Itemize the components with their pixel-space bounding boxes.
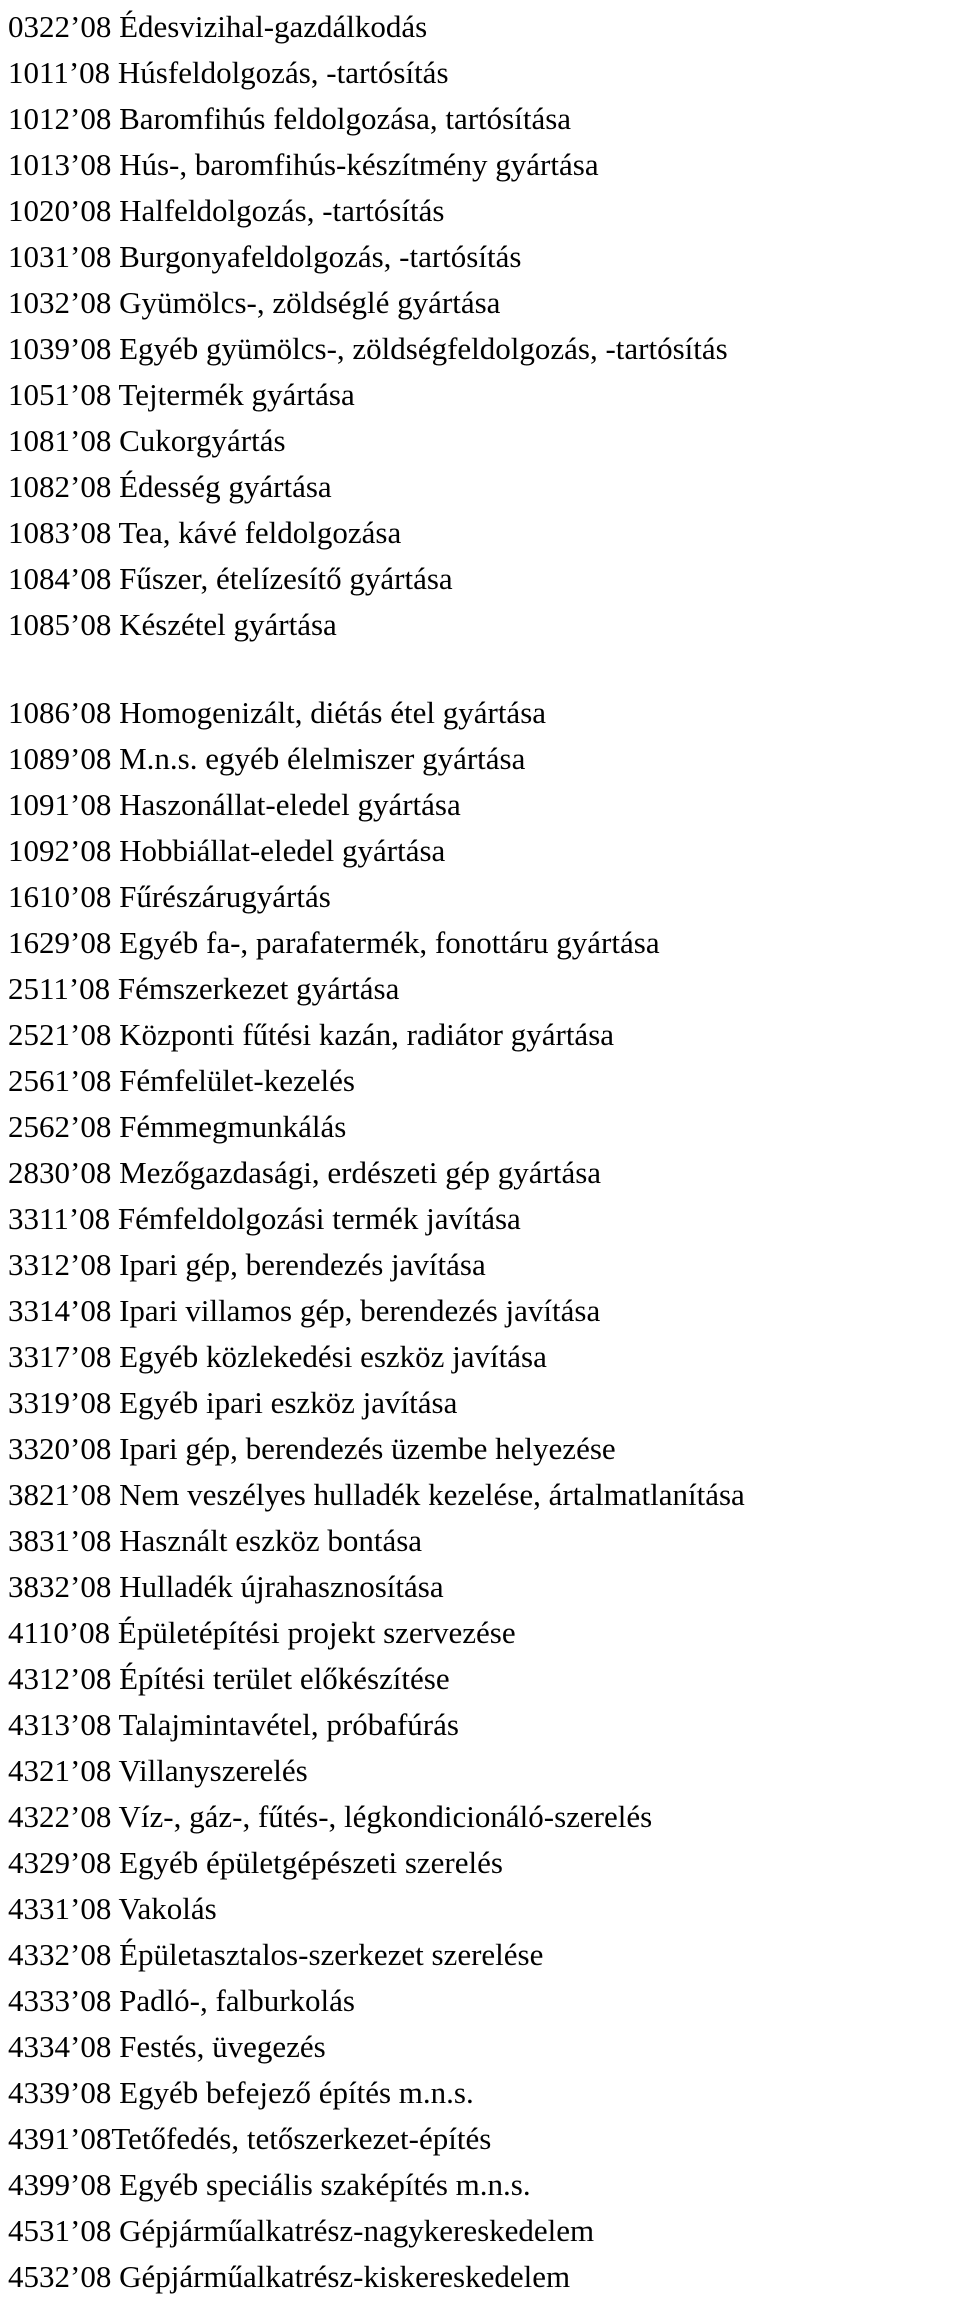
list-line: 2830’08 Mezőgazdasági, erdészeti gép gyártása bbox=[8, 1155, 602, 1190]
list-line: 1083’08 Tea, kávé feldolgozása bbox=[8, 515, 402, 550]
list-line: 1020’08 Halfeldolgozás, -tartósítás bbox=[8, 193, 445, 228]
list-line: 4329’08 Egyéb épületgépészeti szerelés bbox=[8, 1845, 503, 1880]
list-line: 2511’08 Fémszerkezet gyártása bbox=[8, 971, 400, 1006]
list-line: 2562’08 Fémmegmunkálás bbox=[8, 1109, 347, 1144]
list-line: 4391’08Tetőfedés, tetőszerkezet-építés bbox=[8, 2121, 492, 2156]
list-line: 1081’08 Cukorgyártás bbox=[8, 423, 286, 458]
list-line: 1012’08 Baromfihús feldolgozása, tartósítása bbox=[8, 101, 572, 136]
list-line: 3821’08 Nem veszélyes hulladék kezelése, ártalmatlanítása bbox=[8, 1477, 745, 1512]
list-line: 1039’08 Egyéb gyümölcs-, zöldségfeldolgozás, -tartósítás bbox=[8, 331, 728, 366]
list-line: 3832’08 Hulladék újrahasznosítása bbox=[8, 1569, 444, 1604]
list-line: 1082’08 Édesség gyártása bbox=[8, 469, 332, 504]
list-line: 1085’08 Készétel gyártása bbox=[8, 607, 337, 642]
list-line: 1629’08 Egyéb fa-, parafatermék, fonottáru gyártása bbox=[8, 925, 660, 960]
list-line: 1051’08 Tejtermék gyártása bbox=[8, 377, 355, 412]
list-line: 3312’08 Ipari gép, berendezés javítása bbox=[8, 1247, 486, 1282]
list-line: 1084’08 Fűszer, ételízesítő gyártása bbox=[8, 561, 453, 596]
list-line: 1011’08 Húsfeldolgozás, -tartósítás bbox=[8, 55, 449, 90]
list-line: 1089’08 M.n.s. egyéb élelmiszer gyártása bbox=[8, 741, 526, 776]
list-line: 4322’08 Víz-, gáz-, fűtés-, légkondicionáló-szerelés bbox=[8, 1799, 653, 1834]
list-line: 1032’08 Gyümölcs-, zöldséglé gyártása bbox=[8, 285, 501, 320]
list-line: 1092’08 Hobbiállat-eledel gyártása bbox=[8, 833, 446, 868]
list-line: 4531’08 Gépjárműalkatrész-nagykereskedelem bbox=[8, 2213, 595, 2248]
list-line: 1086’08 Homogenizált, diétás étel gyártása bbox=[8, 695, 547, 730]
activity-code-list bbox=[8, 4, 958, 2300]
list-line: 1031’08 Burgonyafeldolgozás, -tartósítás bbox=[8, 239, 522, 274]
list-line: 3314’08 Ipari villamos gép, berendezés javítása bbox=[8, 1293, 601, 1328]
list-line: 4312’08 Építési terület előkészítése bbox=[8, 1661, 450, 1696]
list-line: 4110’08 Épületépítési projekt szervezése bbox=[8, 1615, 516, 1650]
list-line: 4399’08 Egyéb speciális szaképítés m.n.s. bbox=[8, 2167, 531, 2202]
list-line: 4321’08 Villanyszerelés bbox=[8, 1753, 308, 1788]
list-line: 2561’08 Fémfelület-kezelés bbox=[8, 1063, 355, 1098]
list-line: 4339’08 Egyéb befejező építés m.n.s. bbox=[8, 2075, 474, 2110]
list-line: 3317’08 Egyéb közlekedési eszköz javítása bbox=[8, 1339, 547, 1374]
list-line: 3319’08 Egyéb ipari eszköz javítása bbox=[8, 1385, 458, 1420]
list-line: 4532’08 Gépjárműalkatrész-kiskereskedelem bbox=[8, 2259, 571, 2294]
list-line: 0322’08 Édesvizihal-gazdálkodás bbox=[8, 9, 428, 44]
list-line: 4313’08 Talajmintavétel, próbafúrás bbox=[8, 1707, 459, 1742]
list-line: 3311’08 Fémfeldolgozási termék javítása bbox=[8, 1201, 521, 1236]
list-line: 4333’08 Padló-, falburkolás bbox=[8, 1983, 355, 2018]
list-line: 4334’08 Festés, üvegezés bbox=[8, 2029, 326, 2064]
list-line: 1091’08 Haszonállat-eledel gyártása bbox=[8, 787, 461, 822]
list-line: 1013’08 Hús-, baromfihús-készítmény gyártása bbox=[8, 147, 599, 182]
list-line: 4331’08 Vakolás bbox=[8, 1891, 217, 1926]
list-line: 1610’08 Fűrészárugyártás bbox=[8, 879, 331, 914]
list-line: 3831’08 Használt eszköz bontása bbox=[8, 1523, 423, 1558]
list-line: 4332’08 Épületasztalos-szerkezet szerelése bbox=[8, 1937, 544, 1972]
list-line: 2521’08 Központi fűtési kazán, radiátor gyártása bbox=[8, 1017, 615, 1052]
list-line: 3320’08 Ipari gép, berendezés üzembe helyezése bbox=[8, 1431, 616, 1466]
